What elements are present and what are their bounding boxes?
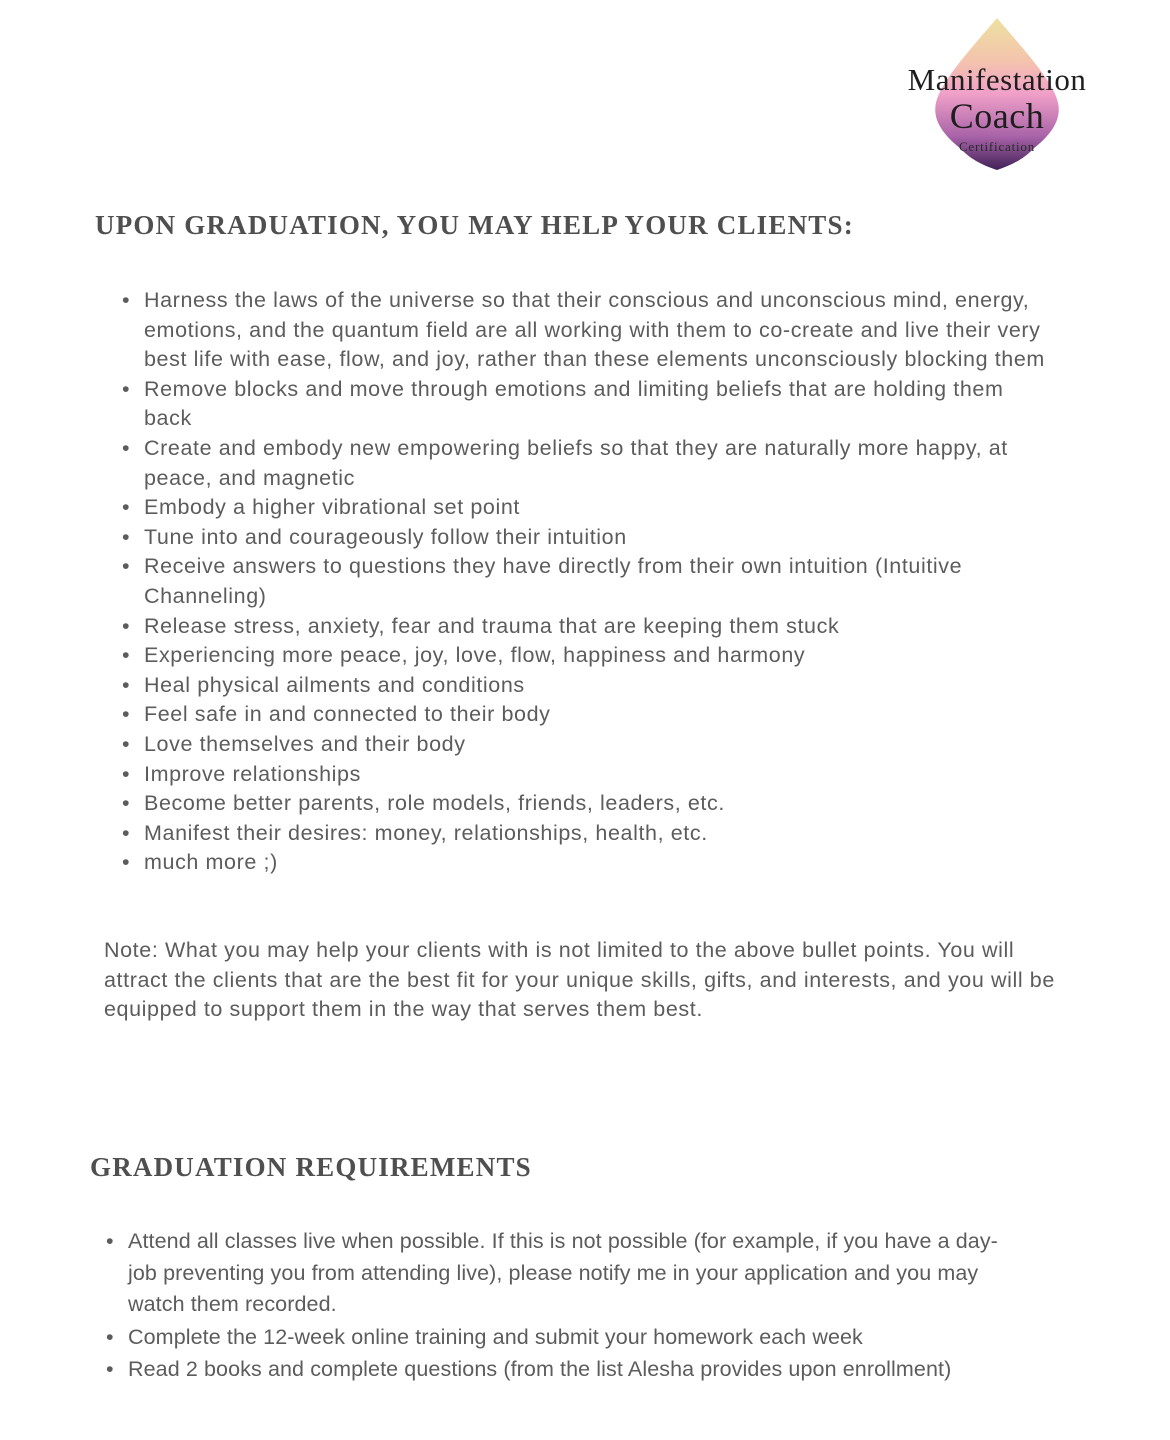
list-item: • Feel safe in and connected to their body	[121, 700, 1049, 730]
list-item: • Create and embody new empowering beliefs so that they are naturally more happy, at peace, and magnetic	[121, 434, 1049, 493]
list-item: • Attend all classes live when possible. If this is not possible (for example, if you have a day-job preventing you from attending live), please notify me in your application and you may watch them recorded.	[105, 1226, 1025, 1321]
logo-title-line1: Manifestation	[907, 62, 1087, 97]
list-item: • Complete the 12-week online training and submit your homework each week	[105, 1322, 1025, 1354]
note-paragraph: Note: What you may help your clients with is not limited to the above bullet points. You will attract the clients that are the best fit for your unique skills, gifts, and interests, and you will be equipped to support them in the way that serves them best.	[104, 938, 1055, 1022]
clients-bullet-list	[121, 286, 1049, 878]
list-item: • Release stress, anxiety, fear and trauma that are keeping them stuck	[121, 612, 1049, 642]
list-item: • Manifest their desires: money, relationships, health, etc.	[121, 819, 1049, 849]
list-item: • Experiencing more peace, joy, love, flow, happiness and harmony	[121, 641, 1049, 671]
list-item: • much more ;)	[121, 848, 1049, 878]
list-item: • Improve relationships	[121, 760, 1049, 790]
list-item: • Read 2 books and complete questions (from the list Alesha provides upon enrollment)	[105, 1354, 1025, 1386]
list-item: • Receive answers to questions they have directly from their own intuition (Intuitive Channeling)	[121, 552, 1049, 611]
logo-subtitle: Certification	[958, 139, 1036, 154]
logo-title-line2: Coach	[949, 96, 1045, 136]
list-item: • Heal physical ailments and conditions	[121, 671, 1049, 701]
clients-section-heading: UPON GRADUATION, YOU MAY HELP YOUR CLIENTS:	[95, 210, 854, 240]
manifestation-coach-logo	[872, 8, 1122, 183]
list-item: • Love themselves and their body	[121, 730, 1049, 760]
list-item: • Become better parents, role models, friends, leaders, etc.	[121, 789, 1049, 819]
requirements-bullet-list	[105, 1226, 1025, 1387]
list-item: • Harness the laws of the universe so that their conscious and unconscious mind, energy, emotions, and the quantum field are all working with them to co-create and live their very best life with ease, flow, and joy, rather than these elements unconsciously blocking them	[121, 286, 1049, 375]
list-item: • Embody a higher vibrational set point	[121, 493, 1049, 523]
list-item: • Remove blocks and move through emotions and limiting beliefs that are holding them back	[121, 375, 1049, 434]
list-item: • Tune into and courageously follow their intuition	[121, 523, 1049, 553]
requirements-section-heading: GRADUATION REQUIREMENTS	[90, 1152, 532, 1182]
